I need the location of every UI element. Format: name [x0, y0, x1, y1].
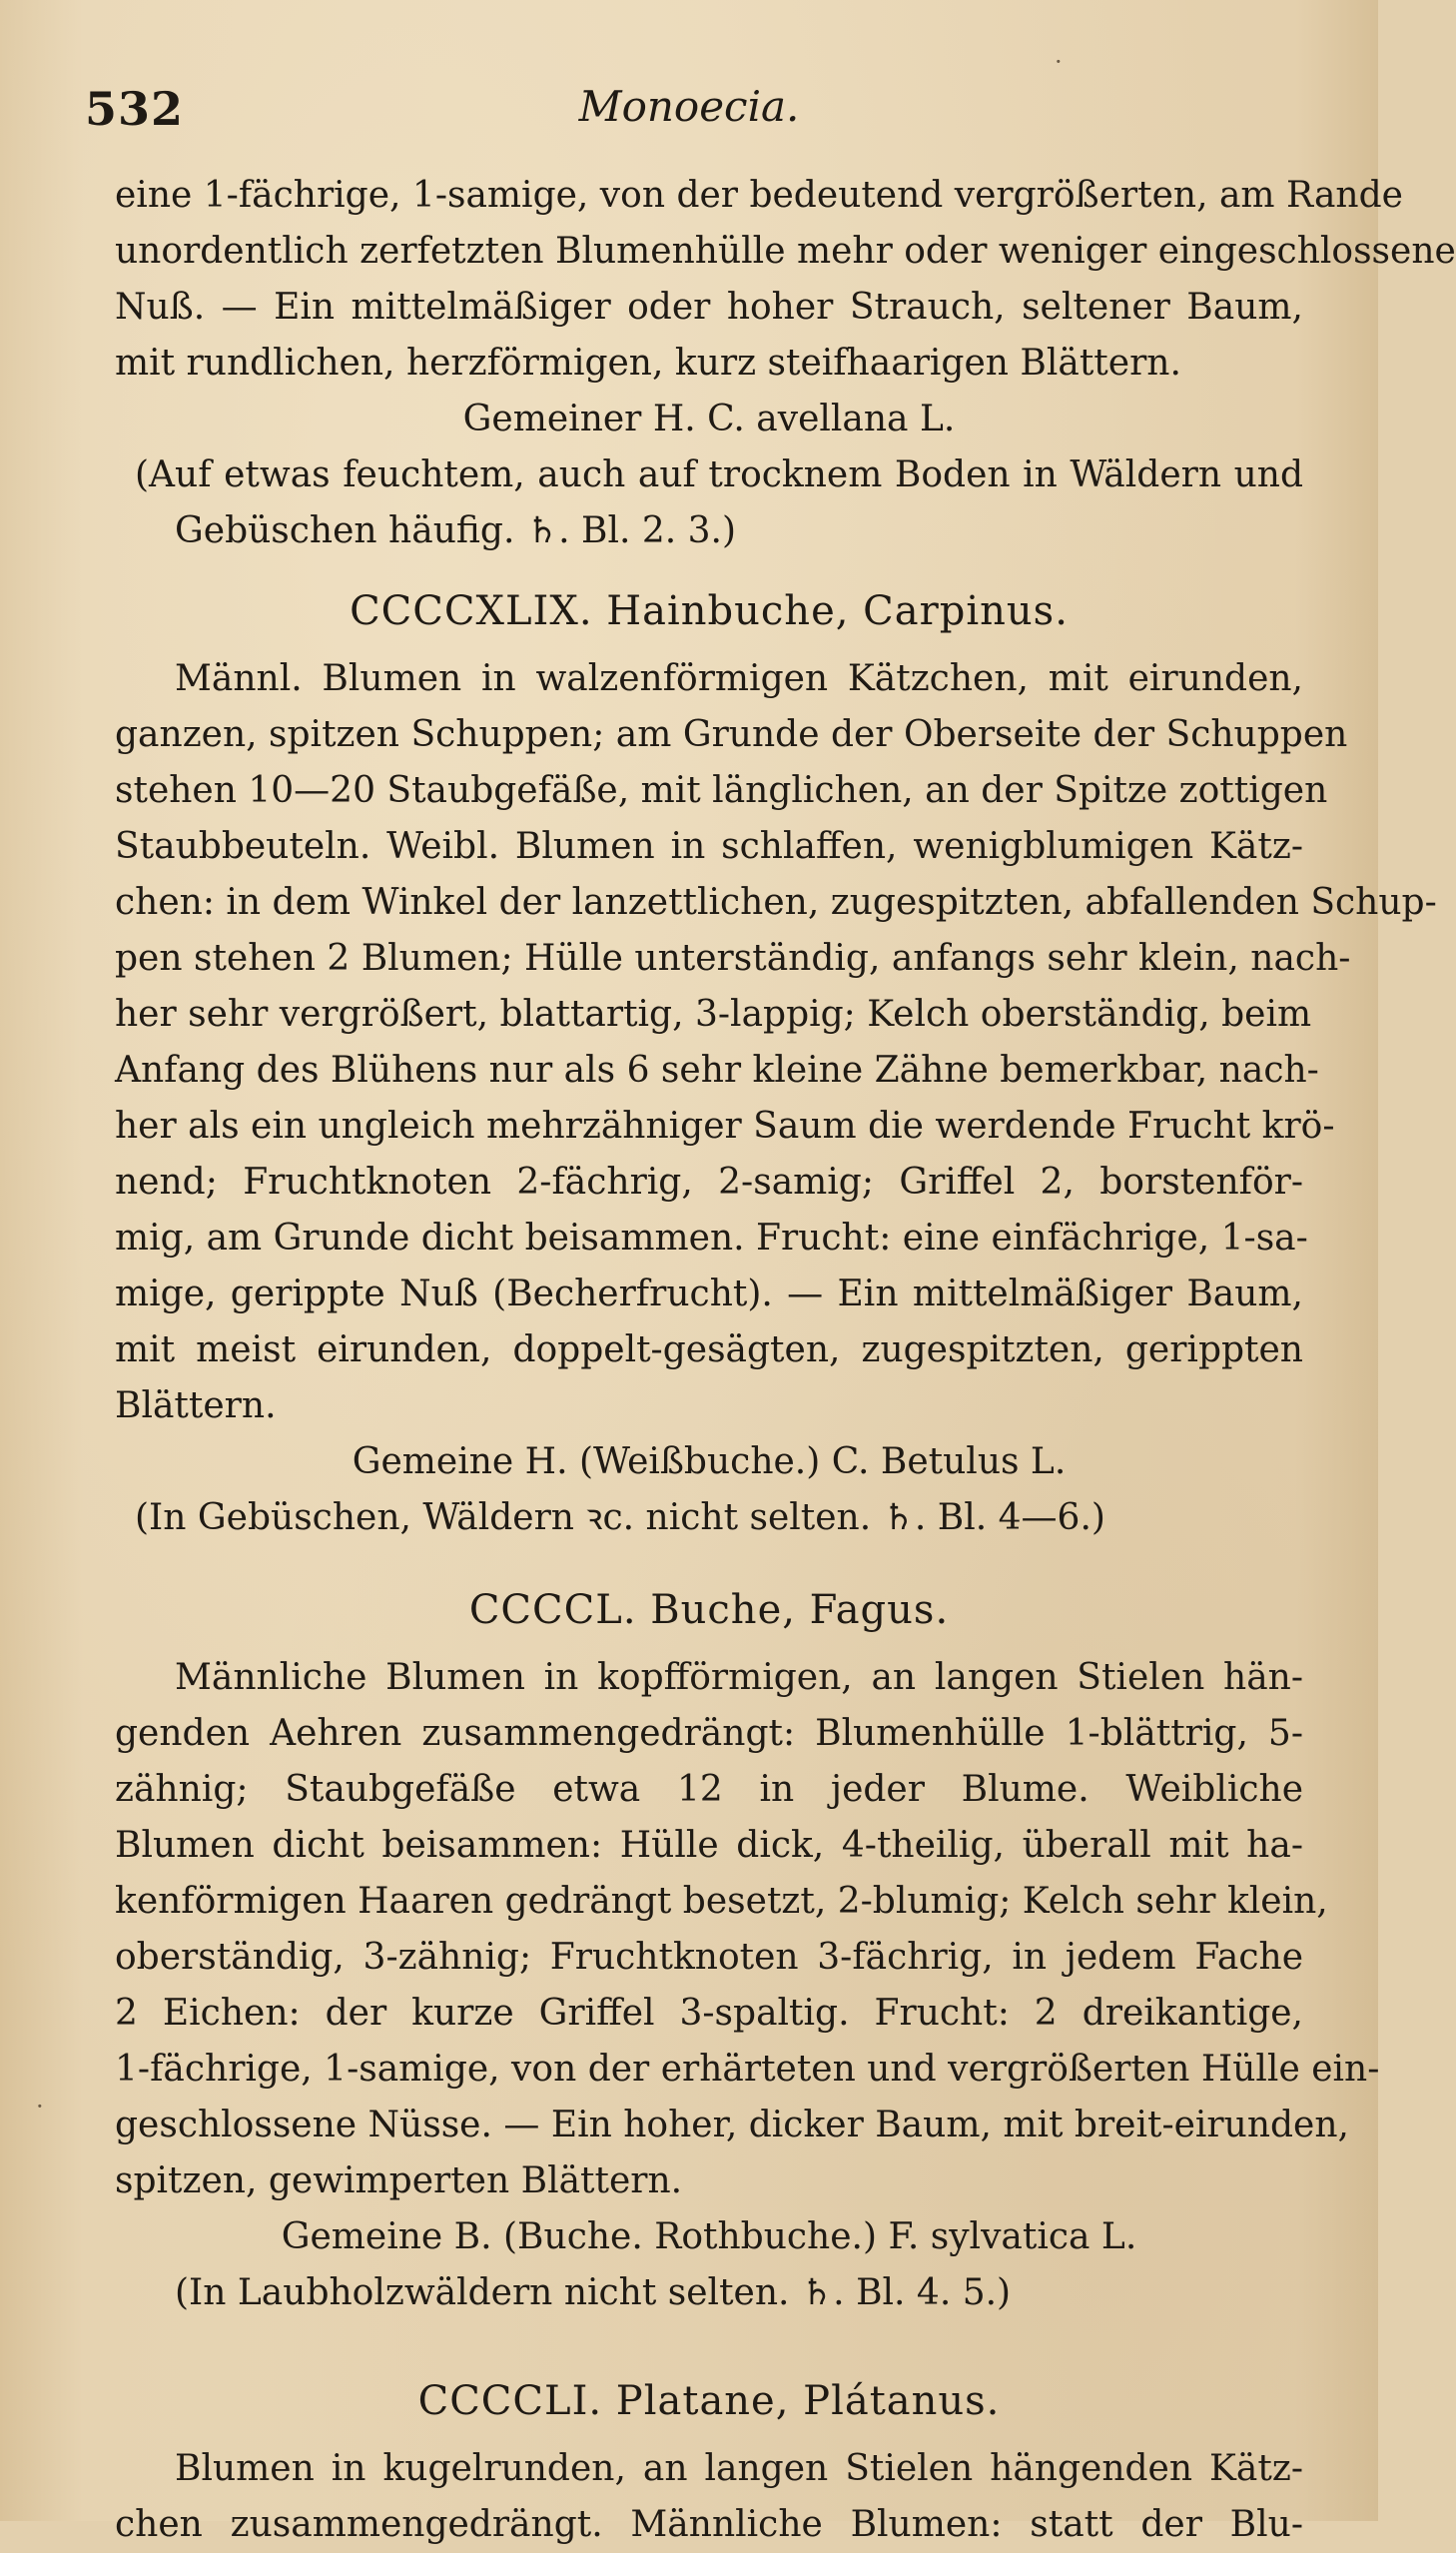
text-line: nend; Fruchtknoten 2-fächrig, 2-samig; Griffel 2, borstenför-: [115, 1162, 1303, 1203]
species-line: Gemeine B. (Buche. Rothbuche.) F. sylvatica L.: [281, 2216, 1137, 2257]
page-header: [85, 82, 1293, 142]
genus-heading: CCCCLI. Platane, Plátanus.: [417, 2378, 1001, 2424]
text-line: mit rundlichen, herzförmigen, kurz steifhaarigen Blättern.: [115, 343, 1181, 384]
text-line: 2 Eichen: der kurze Griffel 3-spaltig. Frucht: 2 dreikantige,: [115, 1993, 1303, 2034]
text-line: mit meist eirunden, doppelt-gesägten, zugespitzten, gerippten: [115, 1329, 1303, 1370]
text-line: Staubbeuteln. Weibl. Blumen in schlaffen, wenigblumigen Kätz-: [115, 826, 1303, 867]
text-line: stehen 10—20 Staubgefäße, mit länglichen, an der Spitze zottigen: [115, 770, 1328, 811]
genus-heading: CCCCXLIX. Hainbuche, Carpinus.: [350, 588, 1069, 634]
text-line: chen: in dem Winkel der lanzettlichen, zugespitzten, abfallenden Schup-: [115, 882, 1437, 923]
text-line: her sehr vergrößert, blattartig, 3-lappig; Kelch oberständig, beim: [115, 994, 1312, 1035]
text-line: kenförmigen Haaren gedrängt besetzt, 2-blumig; Kelch sehr klein,: [115, 1881, 1328, 1922]
text-line: genden Aehren zusammengedrängt: Blumenhülle 1-blättrig, 5-: [115, 1713, 1303, 1754]
text-line: Anfang des Blühens nur als 6 sehr kleine Zähne bemerkbar, nach-: [115, 1050, 1319, 1091]
genus-heading: CCCCL. Buche, Fagus.: [468, 1587, 950, 1633]
text-line: oberständig, 3-zähnig; Fruchtknoten 3-fächrig, in jedem Fache: [115, 1937, 1303, 1978]
margin-speck: ·: [1055, 48, 1063, 76]
text-line: spitzen, gewimperten Blättern.: [115, 2160, 683, 2201]
running-head: Monoecia.: [578, 82, 800, 131]
text-line: Blumen in kugelrunden, an langen Stielen hängenden Kätz-: [175, 2448, 1303, 2489]
text-line: geschlossene Nüsse. — Ein hoher, dicker Baum, mit breit-eirunden,: [115, 2105, 1349, 2145]
text-line: ganzen, spitzen Schuppen; am Grunde der Oberseite der Schuppen: [115, 714, 1348, 755]
text-line: zähnig; Staubgefäße etwa 12 in jeder Blume. Weibliche: [115, 1769, 1303, 1810]
text-line: unordentlich zerfetzten Blumenhülle mehr oder weniger eingeschlossene: [115, 231, 1456, 272]
text-line: Männl. Blumen in walzenförmigen Kätzchen, mit eirunden,: [175, 658, 1303, 699]
text-line: her als ein ungleich mehrzähniger Saum die werdende Frucht krö-: [115, 1106, 1335, 1147]
text-line: Blättern.: [115, 1385, 277, 1426]
habitat-line: (Auf etwas feuchtem, auch auf trocknem Boden in Wäldern und: [135, 454, 1303, 495]
page-number: 532: [85, 82, 185, 136]
text-line: 1-fächrige, 1-samige, von der erhärteten und vergrößerten Hülle ein-: [115, 2049, 1380, 2090]
text-line: pen stehen 2 Blumen; Hülle unterständig, anfangs sehr klein, nach-: [115, 938, 1351, 979]
habitat-line: (In Gebüschen, Wäldern ꝛc. nicht selten. ♄. Bl. 4—6.): [135, 1497, 1105, 1538]
species-line: Gemeine H. (Weißbuche.) C. Betulus L.: [352, 1441, 1067, 1482]
text-line: mige, gerippte Nuß (Becherfrucht). — Ein mittelmäßiger Baum,: [115, 1274, 1303, 1314]
text-line: Männliche Blumen in kopfförmigen, an langen Stielen hän-: [175, 1657, 1303, 1698]
species-line: Gemeiner H. C. avellana L.: [462, 399, 956, 439]
text-line: chen zusammengedrängt. Männliche Blumen: statt der Blu-: [115, 2504, 1303, 2545]
habitat-line: (In Laubholzwäldern nicht selten. ♄. Bl. 4. 5.): [175, 2272, 1012, 2313]
page-body: [115, 168, 1456, 2553]
text-line: mig, am Grunde dicht beisammen. Frucht: eine einfächrige, 1-sa-: [115, 1218, 1308, 1259]
text-line: Blumen dicht beisammen: Hülle dick, 4-theilig, überall mit ha-: [115, 1825, 1303, 1866]
text-line: Nuß. — Ein mittelmäßiger oder hoher Strauch, seltener Baum,: [115, 287, 1303, 328]
text-line: eine 1-fächrige, 1-samige, von der bedeutend vergrößerten, am Rande: [115, 175, 1403, 216]
habitat-line: Gebüschen häufig. ♄. Bl. 2. 3.): [175, 510, 737, 551]
margin-speck: ·: [36, 2093, 44, 2121]
